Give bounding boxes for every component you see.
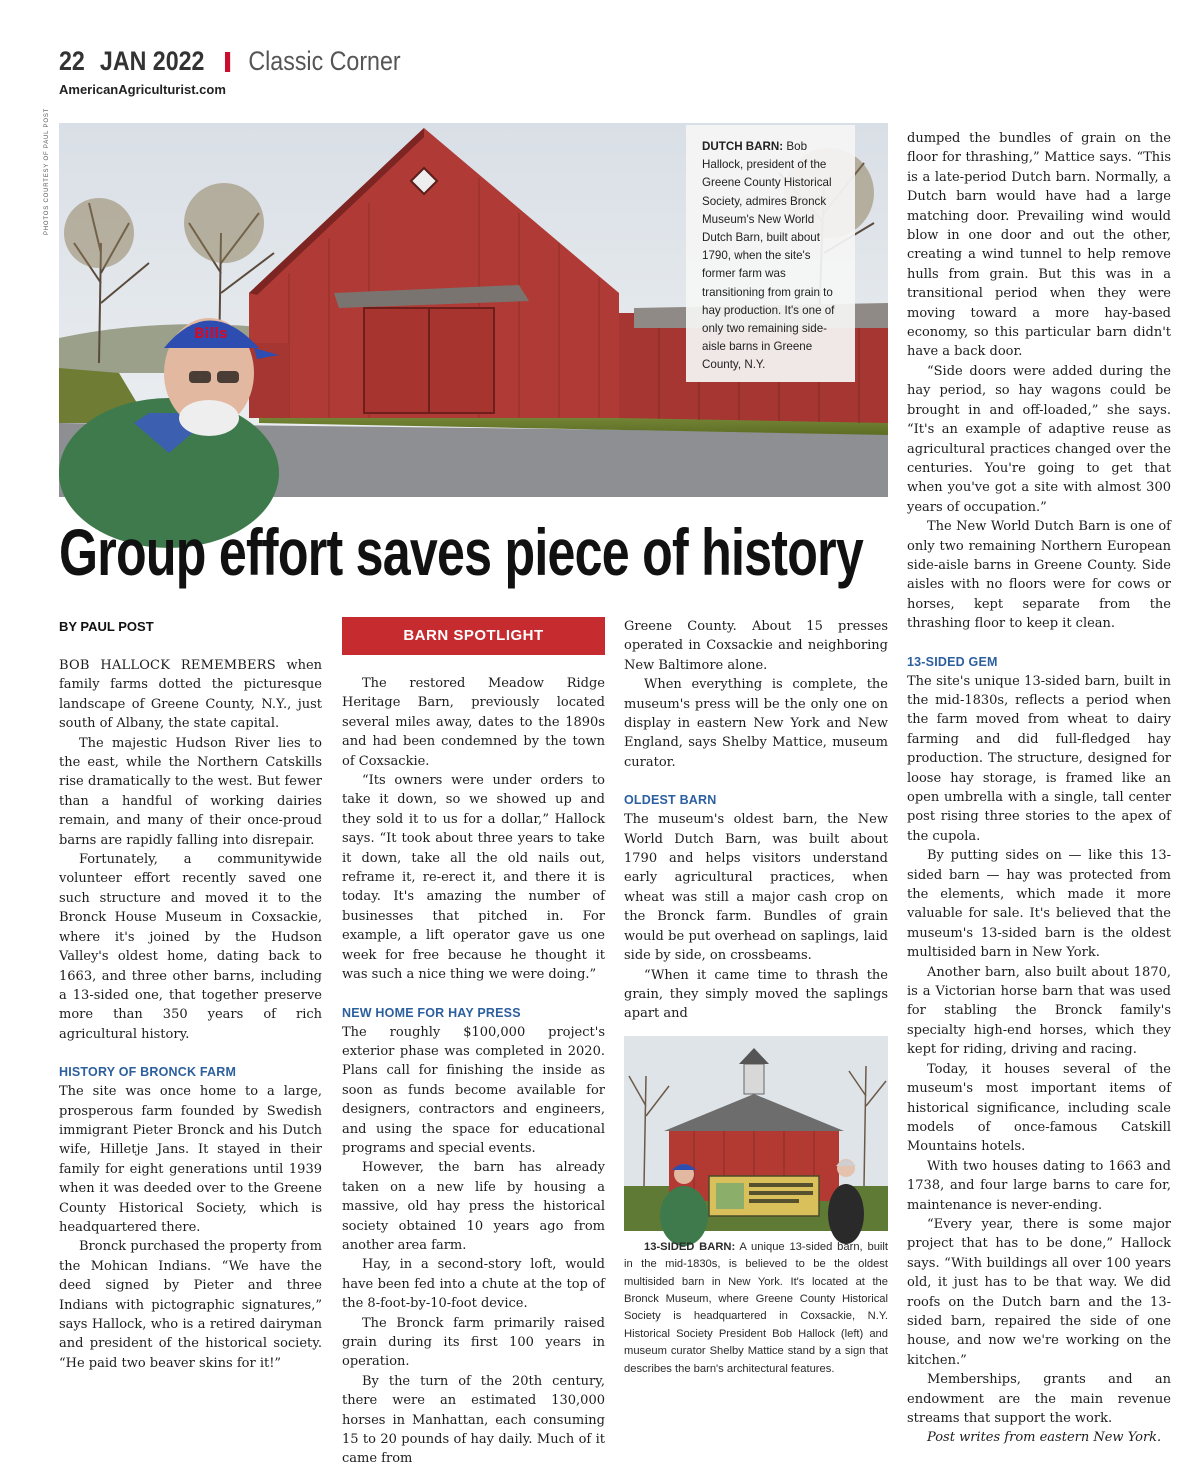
- paragraph: When everything is complete, the museum's press will be the only one on display in eastern New York and New England, says Shelby Mattice, museum curator.: [624, 677, 888, 770]
- paragraph: By putting sides on — like this 13-sided barn — hay was protected from the elements, which made it more valuable for sale. It's believed that the museum's 13-sided barn is the oldest multisided barn in New York.: [907, 848, 1171, 961]
- paragraph: The New World Dutch Barn is one of only two remaining Northern European side-aisle barns in Greene County. Side aisles with no floors were for cows or horses, kept separate from the thrashing floor to keep it clean.: [907, 519, 1171, 632]
- paragraph: “Side doors were added during the hay period, so hay wagons could be brought in and off-loaded,” she says. “It's an example of adaptive reuse as agricultural practices changed over the centuries. You're going to get that when you've got a site with almost 300 years of occupation.”: [907, 363, 1171, 515]
- website-link[interactable]: AmericanAgriculturist.com: [59, 82, 226, 97]
- subhead-13-sided-gem: 13-SIDED GEM: [907, 654, 998, 669]
- paragraph: The majestic Hudson River lies to the east, while the Northern Catskills rise dramatically to the west. But fewer than a handful of working dairies remain, and many of their once-proud barns are rapidly falling into disrepair.: [59, 735, 322, 848]
- article-column-4: [907, 129, 1171, 1448]
- barn-spotlight-banner: BARN SPOTLIGHT: [342, 617, 605, 655]
- paragraph: The restored Meadow Ridge Heritage Barn, previously located several miles away, dates to the 1890s and had been condemned by the town of Coxsackie.: [342, 676, 605, 769]
- paragraph: With two houses dating to 1663 and 1738, and four large barns to care for, maintenance is never-ending.: [907, 1158, 1171, 1213]
- author-signoff: Post writes from eastern New York.: [927, 1430, 1162, 1446]
- paragraph: dumped the bundles of grain on the floor for thrashing,” Mattice says. “This is a late-period Dutch barn. Normally, a Dutch barn would have had a large matching door. Prevailing wind would blow in one door and out the other, creating a wind tunnel to help remove hulls from grain. But this was in a transitional period when they were moving toward a more hay-based economy, so this particular barn didn't have a back door.: [907, 131, 1171, 360]
- cap-logo: Bills: [194, 326, 228, 342]
- barn-photo-caption: [624, 1239, 888, 1378]
- subhead-oldest-barn: OLDEST BARN: [624, 793, 717, 808]
- paragraph: The museum's oldest barn, the New World Dutch Barn, was built about 1790 and helps visitors understand early agricultural practices, when wheat was still a major cash crop on the Bronck farm. Bundles of grain would be put overhead on saplings, laid side by side, on crossbeams.: [624, 812, 888, 964]
- paragraph: The Bronck farm primarily raised grain during its first 100 years in operation.: [342, 1315, 605, 1370]
- subhead-history: HISTORY OF BRONCK FARM: [59, 1065, 237, 1080]
- page-number: 22: [59, 46, 85, 76]
- article-column-1: [59, 617, 322, 1373]
- article-headline: Group effort saves piece of history: [59, 515, 864, 589]
- section-name: Classic Corner: [248, 46, 401, 76]
- caption-text: Bob Hallock, president of the Greene County Historical Society, admires Bronck Museum's New World Dutch Barn, built about 1790, when the site's former farm was transitioning from grain to hay production. It's one of only two remaining side-aisle barns in Greene County, N.Y.: [702, 140, 835, 372]
- paragraph: Bronck purchased the property from the Mohican Indians. “We have the deed signed by Pieter and three Indians with pictographic signatures,” says Hallock, who is a retired dairyman and president of the historical society. “He paid two beaver skins for it!”: [59, 1239, 322, 1371]
- paragraph: “Every year, there is some major project that has to be done,” Hallock says. “With buildings all over 100 years old, it just has to be that way. We did roofs on the Dutch barn and the 13-sided barn, repaired the side of one house, and now we're working on the kitchen.”: [907, 1216, 1171, 1368]
- article-column-2: [342, 617, 605, 1469]
- paragraph: Fortunately, a communitywide volunteer effort recently saved one such structure and moved it to the Bronck House Museum in Coxsackie, where it's joined by the Hudson Valley's oldest home, dating back to 1663, and three other barns, including a 13-sided one, that together preserve more than 350 years of rich agricultural history.: [59, 852, 322, 1042]
- paragraph: However, the barn has already taken on a new life by housing a massive, old hay press the historical society obtained 10 years ago from another area farm.: [342, 1160, 605, 1253]
- paragraph: By the turn of the 20th century, there were an estimated 130,000 horses in Manhattan, each consuming 15 to 20 pounds of hay daily. Much of it came from: [342, 1373, 605, 1467]
- caption-label: 13-SIDED BARN:: [644, 1240, 736, 1253]
- paragraph: The roughly $100,000 project's exterior phase was completed in 2020. Plans call for finishing the inside as soon as funds become available for designers, contractors and engineers, and using the space for educational programs and special events.: [342, 1024, 605, 1156]
- paragraph: The site was once home to a large, prosperous farm founded by Swedish immigrant Pieter Bronck and his Dutch wife, Hilletje Jans. It stayed in their family for eight generations until 1939 when it was deeded over to the Greene County Historical Society, which is headquartered there.: [59, 1084, 322, 1235]
- paragraph: The site's unique 13-sided barn, built in the mid-1830s, reflects a period when the farm moved from wheat to dairy farming and did full-fledged hay production. The structure, designed for loose hay storage, is framed like an open umbrella with a single, tall center post rising three stories to the apex of the cupola.: [907, 673, 1171, 844]
- paragraph: Today, it houses several of the museum's most important items of historical significance, including scale models of once-famous Catskill Mountains hotels.: [907, 1061, 1171, 1155]
- folio: [59, 46, 401, 76]
- section-divider-bar: [225, 52, 230, 72]
- paragraph: Hay, in a second-story loft, would have been fed into a chute at the top of the 8-foot-by-10-foot device.: [342, 1257, 605, 1312]
- article-column-3: [624, 617, 888, 1378]
- subhead-hay-press: NEW HOME FOR HAY PRESS: [342, 1005, 521, 1020]
- paragraph: Another barn, also built about 1870, is a Victorian horse barn that was used for stabling the Bronck family's specialty high-end horses, which they kept for riding, driving and racing.: [907, 964, 1171, 1058]
- paragraph: “When it came time to thrash the grain, they simply moved the saplings apart and: [624, 967, 888, 1022]
- page-header: [59, 46, 456, 97]
- paragraph: Memberships, grants and an endowment are the main revenue streams that support the work.: [907, 1372, 1171, 1426]
- caption-text: A unique 13-sided barn, built in the mid-1830s, is believed to be the oldest multisided barn in New York. It's located at the Bronck Museum, where Greene County Historical Society is headquartered in Coxsackie, N.Y. Historical Society President Bob Hallock (left) and museum curator Shelby Mattice stand by a sign that describes the barn's architectural features.: [624, 1240, 888, 1375]
- lead-in: BOB HALLOCK REMEMBERS: [59, 658, 276, 673]
- photo-13-sided-barn: [624, 1036, 888, 1231]
- caption-label: DUTCH BARN:: [702, 140, 784, 153]
- photo-credit: PHOTOS COURTESY OF PAUL POST: [44, 107, 50, 235]
- paragraph: “Its owners were under orders to take it down, so we showed up and they sold it to us for a dollar,” Hallock says. “It took about three years to take it down, take all the old nails out, reframe it, re-erect it, and there it is today. It's amazing the number of businesses that pitched in. For example, a lift operator gave us one week for free because he thought it was such a nice thing we were doing.”: [342, 773, 605, 983]
- paragraph: BOB HALLOCK REMEMBERS when family farms dotted the picturesque landscape of Greene County, N.Y., just south of Albany, the state capital.: [59, 658, 323, 732]
- paragraph: Greene County. About 15 presses operated in Coxsackie and neighboring New Baltimore alone.: [624, 619, 888, 673]
- byline: BY PAUL POST: [59, 619, 154, 634]
- issue-date: JAN 2022: [99, 46, 205, 76]
- main-photo-caption: [686, 125, 855, 382]
